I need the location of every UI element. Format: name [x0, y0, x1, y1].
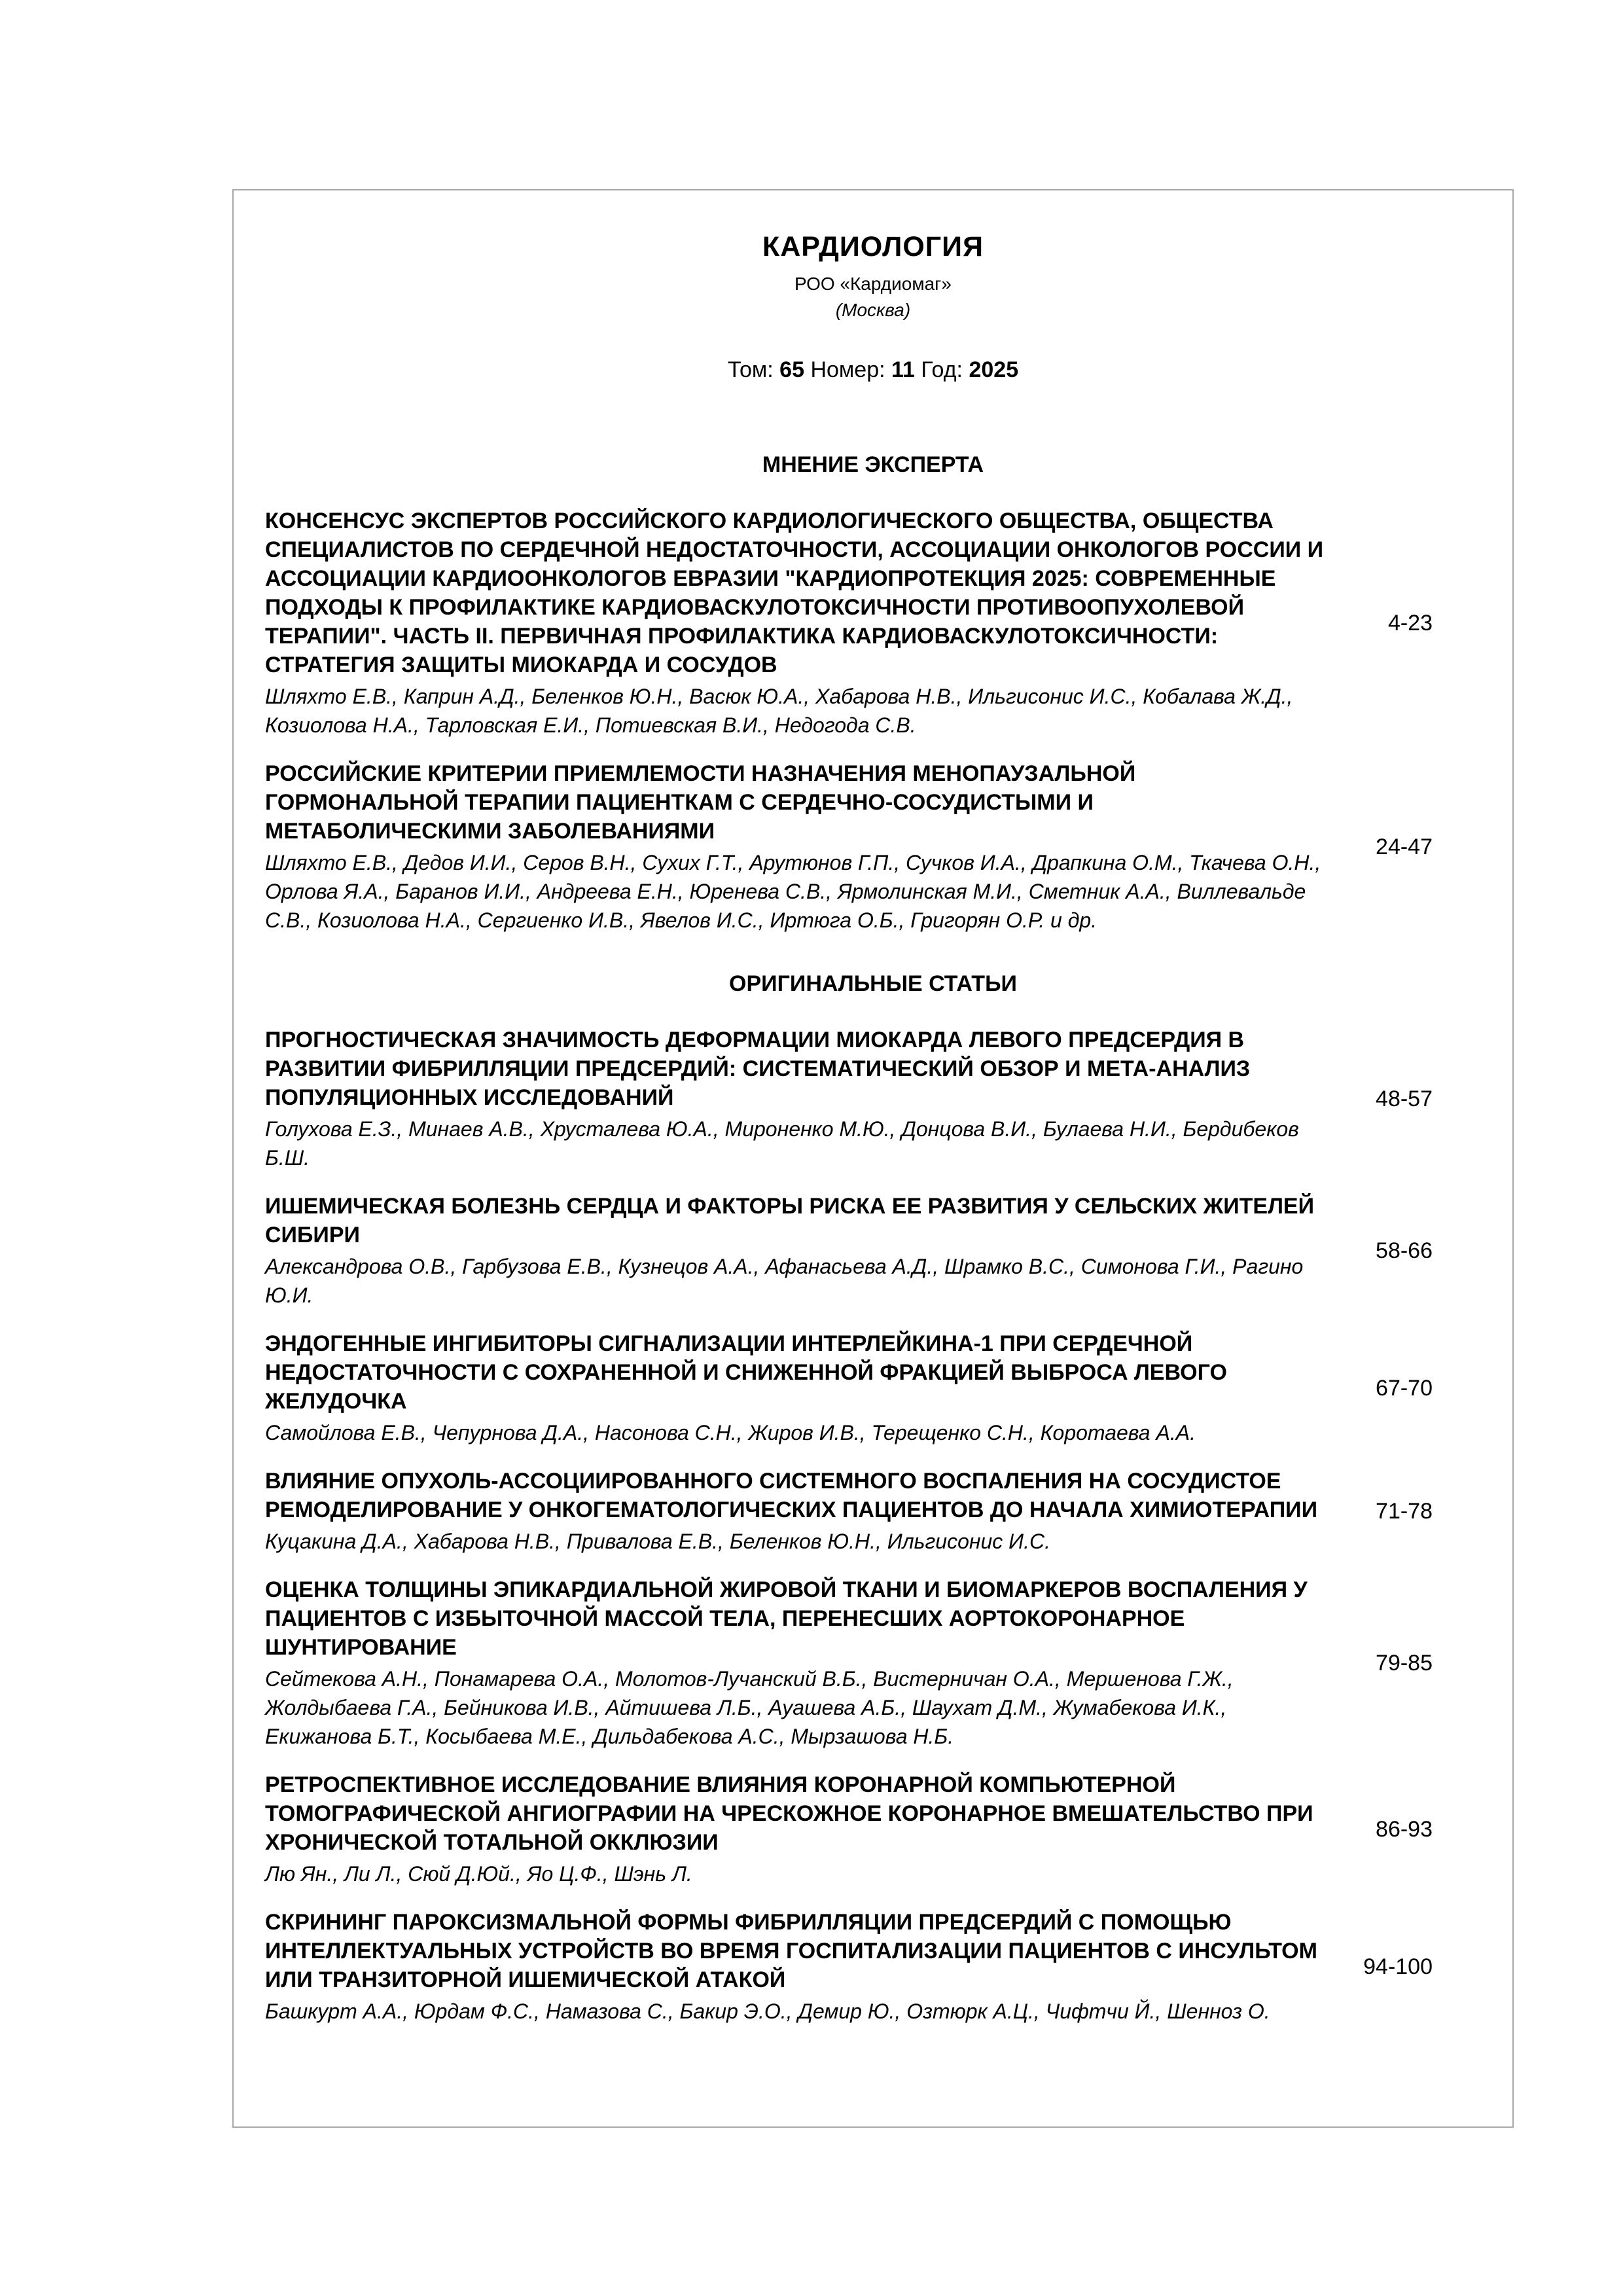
publisher-city: (Москва)	[835, 300, 911, 320]
article-title: СКРИНИНГ ПАРОКСИЗМАЛЬНОЙ ФОРМЫ ФИБРИЛЛЯЦИИ ПРЕДСЕРДИЙ С ПОМОЩЬЮ ИНТЕЛЛЕКТУАЛЬНЫХ УСТРОЙСТВ ВО ВРЕМЯ ГОСПИТАЛИЗАЦИИ ПАЦИЕНТОВ С ИНСУЛЬТОМ ИЛИ ТРАНЗИТОРНОЙ ИШЕМИЧЕСКОЙ АТАКОЙ	[265, 1910, 1317, 1992]
article-title: ОЦЕНКА ТОЛЩИНЫ ЭПИКАРДИАЛЬНОЙ ЖИРОВОЙ ТКАНИ И БИОМАРКЕРОВ ВОСПАЛЕНИЯ У ПАЦИЕНТОВ С ИЗБЫТОЧНОЙ МАССОЙ ТЕЛА, ПЕРЕНЕСШИХ АОРТОКОРОНАРНОЕ ШУНТИРОВАНИЕ	[265, 1577, 1308, 1660]
article-authors: Лю Ян., Ли Л., Сюй Д.Юй., Яо Ц.Ф., Шэнь Л.	[265, 1862, 692, 1886]
article-authors: Куцакина Д.А., Хабарова Н.В., Привалова Е.В., Беленков Ю.Н., Ильгисонис И.С.	[265, 1530, 1050, 1553]
toc-sections	[265, 452, 1481, 2026]
year-value: 2025	[969, 357, 1019, 382]
issue-value: 11	[891, 357, 915, 382]
toc-entry	[265, 759, 1481, 935]
issue-line	[265, 357, 1481, 383]
article-page-range: 67-70	[1376, 1375, 1433, 1401]
entry-text-block	[265, 1770, 1325, 1888]
toc-entry	[265, 1329, 1481, 1447]
entry-text-block	[265, 1908, 1325, 2026]
entry-text-block	[265, 759, 1325, 935]
article-authors: Самойлова Е.В., Чепурнова Д.А., Насонова С.Н., Жиров И.В., Терещенко С.Н., Коротаева А.А.	[265, 1421, 1196, 1444]
entry-text-block	[265, 1026, 1325, 1172]
year-label: Год:	[921, 357, 963, 382]
entry-text-block	[265, 1467, 1325, 1556]
masthead	[265, 231, 1481, 383]
toc-entry	[265, 1467, 1481, 1556]
article-title: ВЛИЯНИЕ ОПУХОЛЬ-АССОЦИИРОВАННОГО СИСТЕМНОГО ВОСПАЛЕНИЯ НА СОСУДИСТОЕ РЕМОДЕЛИРОВАНИЕ У ОНКОГЕМАТОЛОГИЧЕСКИХ ПАЦИЕНТОВ ДО НАЧАЛА ХИМИОТЕРАПИИ	[265, 1469, 1318, 1522]
section-heading: МНЕНИЕ ЭКСПЕРТА	[762, 452, 984, 477]
toc-entry	[265, 507, 1481, 740]
toc-entry	[265, 1908, 1481, 2026]
article-authors: Башкурт А.А., Юрдам Ф.С., Намазова С., Бакир Э.О., Демир Ю., Озтюрк А.Ц., Чифтчи Й., Шенноз О.	[265, 2000, 1270, 2023]
entry-text-block	[265, 507, 1325, 740]
article-authors: Голухова Е.З., Минаев А.В., Хрусталева Ю.А., Мироненко М.Ю., Донцова В.И., Булаева Н.И., Бердибеков Б.Ш.	[265, 1117, 1299, 1170]
article-page-range: 79-85	[1376, 1650, 1433, 1676]
toc-entry	[265, 1192, 1481, 1310]
entry-text-block	[265, 1329, 1325, 1447]
toc-entry	[265, 1770, 1481, 1888]
volume-value: 65	[779, 357, 804, 382]
publisher-name: РОО «Кардиомаг»	[794, 274, 952, 294]
article-title: РЕТРОСПЕКТИВНОЕ ИССЛЕДОВАНИЕ ВЛИЯНИЯ КОРОНАРНОЙ КОМПЬЮТЕРНОЙ ТОМОГРАФИЧЕСКОЙ АНГИОГРАФИИ НА ЧРЕСКОЖНОЕ КОРОНАРНОЕ ВМЕШАТЕЛЬСТВО ПРИ ХРОНИЧЕСКОЙ ТОТАЛЬНОЙ ОККЛЮЗИИ	[265, 1772, 1313, 1855]
article-authors: Шляхто Е.В., Дедов И.И., Серов В.Н., Сухих Г.Т., Арутюнов Г.П., Сучков И.А., Драпкина О.М., Ткачева О.Н., Орлова Я.А., Баранов И.И., Андреева Е.Н., Юренева С.В., Ярмолинская М.И., Сметник А.А., Виллевальде С.В., Козиолова Н.А., Сергиенко И.В., Явелов И.С., Иртюга О.Б., Григорян О.Р. и др.	[265, 851, 1321, 932]
volume-label: Том:	[727, 357, 774, 382]
article-page-range: 71-78	[1376, 1498, 1433, 1524]
entry-text-block	[265, 1575, 1325, 1751]
toc-entry	[265, 1575, 1481, 1751]
article-page-range: 58-66	[1376, 1238, 1433, 1263]
article-title: КОНСЕНСУС ЭКСПЕРТОВ РОССИЙСКОГО КАРДИОЛОГИЧЕСКОГО ОБЩЕСТВА, ОБЩЕСТВА СПЕЦИАЛИСТОВ ПО СЕРДЕЧНОЙ НЕДОСТАТОЧНОСТИ, АССОЦИАЦИИ ОНКОЛОГОВ РОССИИ И АССОЦИАЦИИ КАРДИООНКОЛОГОВ ЕВРАЗИИ "КАРДИОПРОТЕКЦИЯ 2025: СОВРЕМЕННЫЕ ПОДХОДЫ К ПРОФИЛАКТИКЕ КАРДИОВАСКУЛОТОКСИЧНОСТИ ПРОТИВООПУХОЛЕВОЙ ТЕРАПИИ". ЧАСТЬ II. ПЕРВИЧНАЯ ПРОФИЛАКТИКА КАРДИОВАСКУЛОТОКСИЧНОСТИ: СТРАТЕГИЯ ЗАЩИТЫ МИОКАРДА И СОСУДОВ	[265, 509, 1324, 677]
article-page-range: 48-57	[1376, 1086, 1433, 1111]
toc-entry	[265, 1026, 1481, 1172]
entry-text-block	[265, 1192, 1325, 1310]
article-title: ЭНДОГЕННЫЕ ИНГИБИТОРЫ СИГНАЛИЗАЦИИ ИНТЕРЛЕЙКИНА-1 ПРИ СЕРДЕЧНОЙ НЕДОСТАТОЧНОСТИ С СОХРАНЕННОЙ И СНИЖЕННОЙ ФРАКЦИЕЙ ВЫБРОСА ЛЕВОГО ЖЕЛУДОЧКА	[265, 1331, 1227, 1414]
article-authors: Шляхто Е.В., Каприн А.Д., Беленков Ю.Н., Васюк Ю.А., Хабарова Н.В., Ильгисонис И.С., Кобалава Ж.Д., Козиолова Н.А., Тарловская Е.И., Потиевская В.И., Недогода С.В.	[265, 685, 1293, 737]
article-title: РОССИЙСКИЕ КРИТЕРИИ ПРИЕМЛЕМОСТИ НАЗНАЧЕНИЯ МЕНОПАУЗАЛЬНОЙ ГОРМОНАЛЬНОЙ ТЕРАПИИ ПАЦИЕНТКАМ С СЕРДЕЧНО-СОСУДИСТЫМИ И МЕТАБОЛИЧЕСКИМИ ЗАБОЛЕВАНИЯМИ	[265, 761, 1136, 844]
article-authors: Сейтекова А.Н., Понамарева О.А., Молотов-Лучанский В.Б., Вистерничан О.А., Мершенова Г.Ж., Жолдыбаева Г.А., Бейникова И.В., Айтишева Л.Б., Ауашева А.Б., Шаухат Д.М., Жумабекова И.К., Екижанова Б.Т., Косыбаева М.Е., Дильдабекова А.С., Мырзашова Н.Б.	[265, 1667, 1234, 1748]
article-page-range: 86-93	[1376, 1816, 1433, 1842]
journal-title: КАРДИОЛОГИЯ	[762, 231, 984, 262]
article-title: ИШЕМИЧЕСКАЯ БОЛЕЗНЬ СЕРДЦА И ФАКТОРЫ РИСКА ЕЕ РАЗВИТИЯ У СЕЛЬСКИХ ЖИТЕЛЕЙ СИБИРИ	[265, 1194, 1315, 1247]
content-frame	[232, 189, 1514, 2128]
article-title: ПРОГНОСТИЧЕСКАЯ ЗНАЧИМОСТЬ ДЕФОРМАЦИИ МИОКАРДА ЛЕВОГО ПРЕДСЕРДИЯ В РАЗВИТИИ ФИБРИЛЛЯЦИИ ПРЕДСЕРДИЙ: СИСТЕМАТИЧЕСКИЙ ОБЗОР И МЕТА-АНАЛИЗ ПОПУЛЯЦИОННЫХ ИССЛЕДОВАНИЙ	[265, 1028, 1251, 1110]
article-page-range: 24-47	[1376, 834, 1433, 859]
article-authors: Александрова О.В., Гарбузова Е.В., Кузнецов А.А., Афанасьева А.Д., Шрамко В.С., Симонова Г.И., Рагино Ю.И.	[265, 1255, 1304, 1307]
article-page-range: 4-23	[1387, 610, 1433, 636]
issue-label: Номер:	[810, 357, 885, 382]
article-page-range: 94-100	[1363, 1954, 1433, 1979]
section-heading: ОРИГИНАЛЬНЫЕ СТАТЬИ	[729, 971, 1017, 996]
